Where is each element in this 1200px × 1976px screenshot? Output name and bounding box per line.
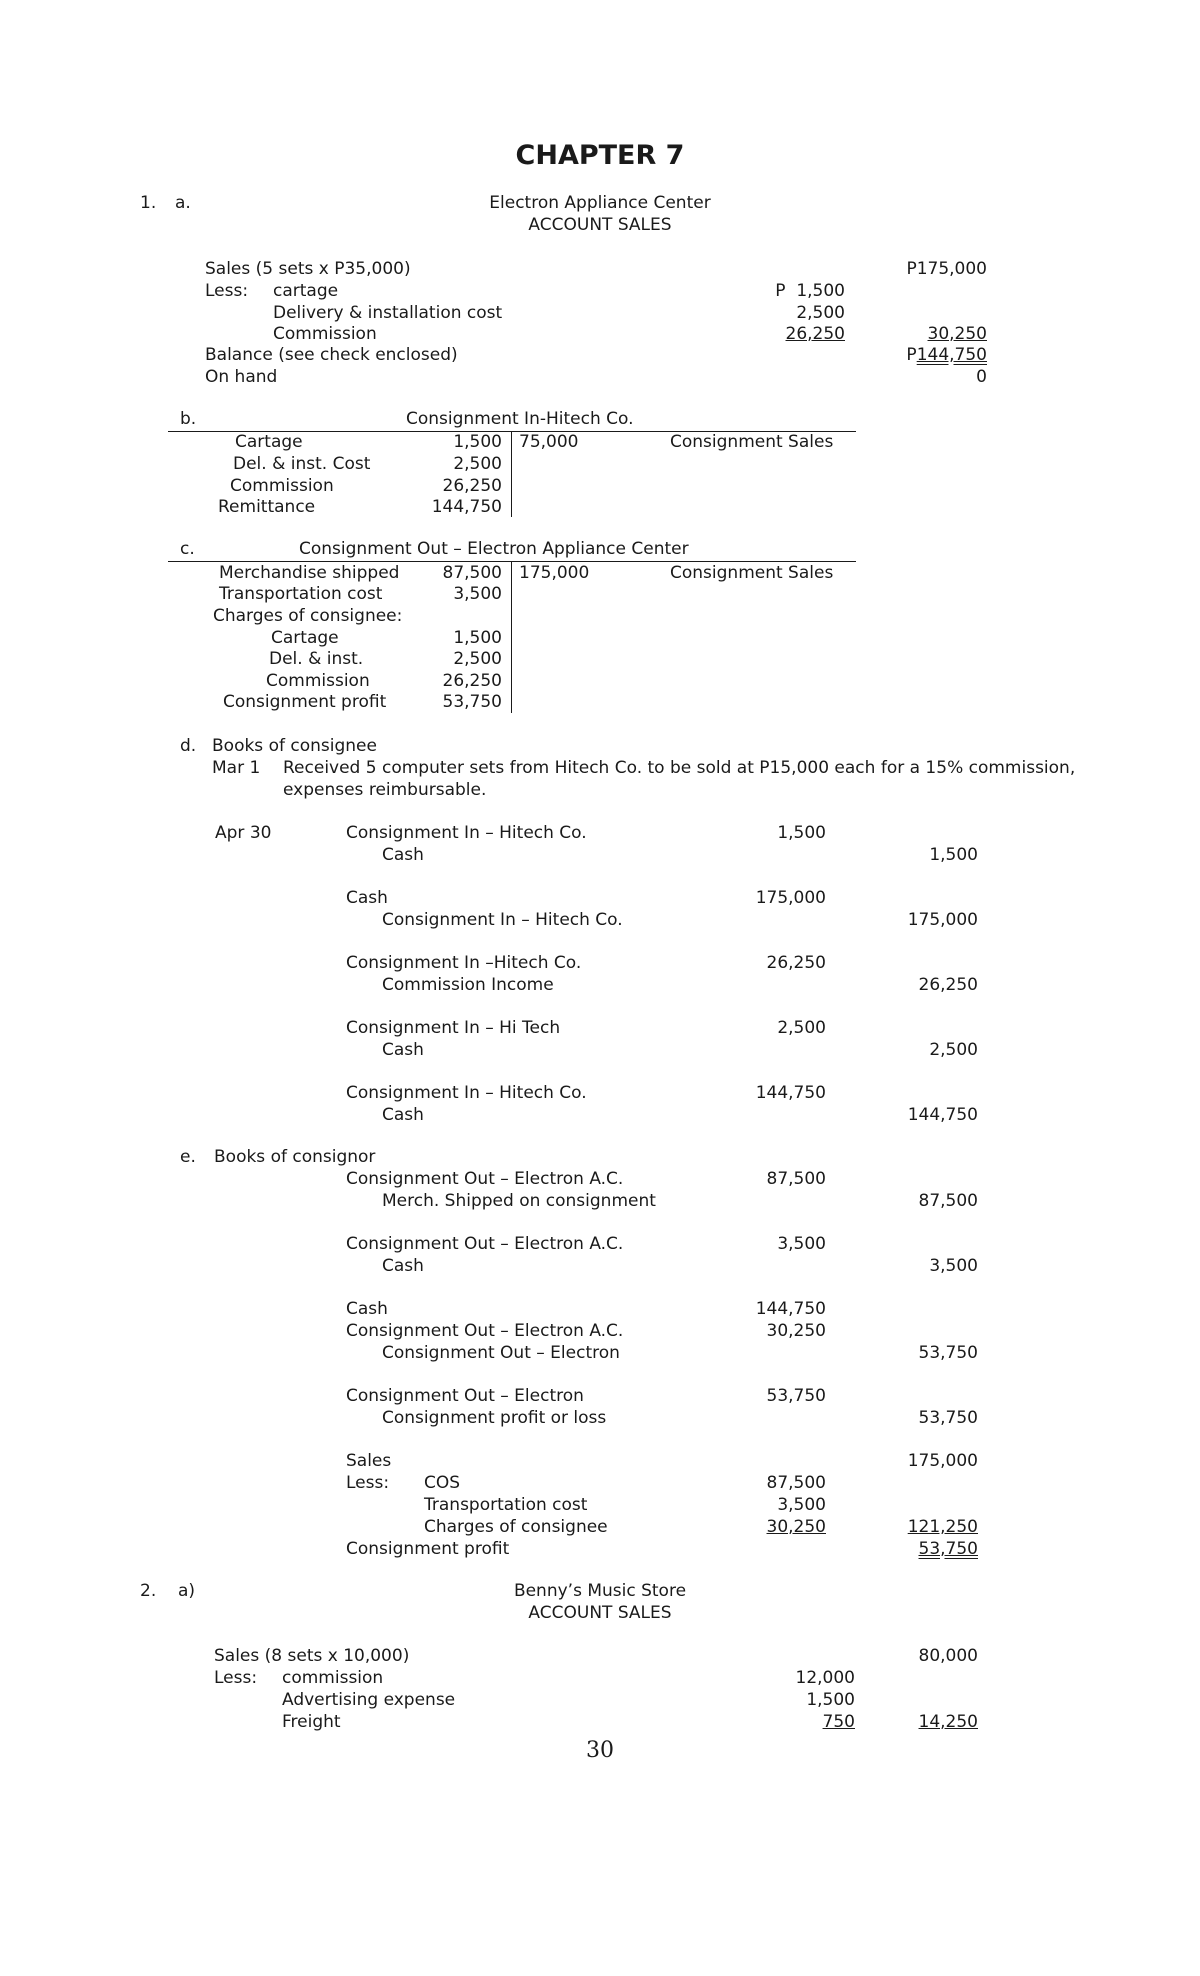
- journal-credit-amount: 53,750: [918, 1343, 978, 1363]
- journal-debit-account: Consignment Out – Electron A.C.: [346, 1234, 624, 1254]
- t-debit-label: Commission: [230, 476, 334, 496]
- t-debit-label: Del. & inst.: [269, 649, 364, 669]
- computation-less-label: Less:: [346, 1473, 390, 1493]
- journal-credit-account: Cash: [382, 1256, 424, 1276]
- freight-amount: 750: [822, 1712, 855, 1732]
- computation-sales-amount: 175,000: [907, 1451, 978, 1471]
- journal-debit-amount: 2,500: [777, 1018, 826, 1038]
- delivery-amount: 2,500: [796, 303, 845, 323]
- journal-debit-account: Consignment In –Hitech Co.: [346, 953, 582, 973]
- journal-credit-amount: 3,500: [929, 1256, 978, 1276]
- journal-date: Mar 1: [212, 758, 261, 778]
- advertising-amount: 1,500: [806, 1690, 855, 1710]
- commission-label: Commission: [273, 324, 377, 344]
- part-label-1a: a.: [175, 193, 191, 213]
- journal-debit-amount: 26,250: [766, 953, 826, 973]
- journal-debit-amount: 175,000: [755, 888, 826, 908]
- part-label-1c: c.: [180, 539, 195, 559]
- t-debit-label: Merchandise shipped: [219, 563, 400, 583]
- t-debit-amount: 53,750: [442, 692, 502, 712]
- t-debit-amount: 1,500: [453, 628, 502, 648]
- computation-profit-label: Consignment profit: [346, 1539, 510, 1559]
- t-debit-amount: 1,500: [453, 432, 502, 452]
- journal-credit-account: Merch. Shipped on consignment: [382, 1191, 656, 1211]
- journal-debit-account: Consignment Out – Electron A.C.: [346, 1321, 624, 1341]
- t-debit-amount: 26,250: [442, 671, 502, 691]
- journal-debit-account: Consignment In – Hitech Co.: [346, 1083, 587, 1103]
- journal-credit-amount: 2,500: [929, 1040, 978, 1060]
- journal-credit-amount: 144,750: [907, 1105, 978, 1125]
- journal-debit-amount: 87,500: [766, 1169, 826, 1189]
- journal-debit-amount: 144,750: [755, 1299, 826, 1319]
- computation-transport-label: Transportation cost: [424, 1495, 588, 1515]
- delivery-label: Delivery & installation cost: [273, 303, 503, 323]
- t-account-title: Consignment In-Hitech Co.: [406, 409, 634, 429]
- journal-debit-account: Consignment Out – Electron: [346, 1386, 584, 1406]
- sales-label: Sales (8 sets x 10,000): [214, 1646, 410, 1666]
- journal-credit-account: Consignment In – Hitech Co.: [382, 910, 623, 930]
- computation-cos-amount: 87,500: [766, 1473, 826, 1493]
- journal-credit-account: Commission Income: [382, 975, 554, 995]
- t-debit-amount: 26,250: [442, 476, 502, 496]
- computation-sales-label: Sales: [346, 1451, 392, 1471]
- advertising-label: Advertising expense: [282, 1690, 456, 1710]
- t-account-top-line: [168, 561, 856, 562]
- journal-narration: expenses reimbursable.: [283, 780, 487, 800]
- computation-charges-amount: 30,250: [766, 1517, 826, 1537]
- journal-debit-amount: 1,500: [777, 823, 826, 843]
- t-debit-label: Charges of consignee:: [213, 606, 403, 626]
- t-debit-label: Consignment profit: [223, 692, 387, 712]
- journal-debit-account: Consignment Out – Electron A.C.: [346, 1169, 624, 1189]
- balance-amount: P144,750: [906, 345, 987, 365]
- journal-credit-account: Cash: [382, 1040, 424, 1060]
- journal-credit-account: Cash: [382, 845, 424, 865]
- section-heading: Books of consignee: [212, 736, 377, 756]
- journal-date: Apr 30: [215, 823, 272, 843]
- company-name: Electron Appliance Center: [489, 193, 711, 213]
- t-debit-label: Del. & inst. Cost: [233, 454, 371, 474]
- t-account-divider: [511, 431, 512, 517]
- cartage-label: cartage: [273, 281, 339, 301]
- journal-debit-account: Cash: [346, 1299, 388, 1319]
- less-label: Less:: [205, 281, 249, 301]
- part-label-2a: a): [178, 1581, 196, 1601]
- t-credit-label: Consignment Sales: [670, 432, 834, 452]
- t-credit-label: Consignment Sales: [670, 563, 834, 583]
- section-heading: Books of consignor: [214, 1147, 376, 1167]
- t-debit-label: Remittance: [218, 497, 316, 517]
- t-debit-amount: 144,750: [431, 497, 502, 517]
- commission-amount: 12,000: [795, 1668, 855, 1688]
- journal-credit-amount: 53,750: [918, 1408, 978, 1428]
- journal-debit-amount: 144,750: [755, 1083, 826, 1103]
- t-debit-amount: 87,500: [442, 563, 502, 583]
- t-debit-label: Cartage: [271, 628, 339, 648]
- computation-cos-label: COS: [424, 1473, 461, 1493]
- journal-debit-account: Cash: [346, 888, 388, 908]
- problem-number-1: 1.: [140, 193, 157, 213]
- t-debit-label: Cartage: [235, 432, 303, 452]
- computation-transport-amount: 3,500: [777, 1495, 826, 1515]
- journal-debit-account: Consignment In – Hitech Co.: [346, 823, 587, 843]
- t-debit-amount: 2,500: [453, 454, 502, 474]
- freight-label: Freight: [282, 1712, 341, 1732]
- page-number: 30: [586, 1738, 614, 1763]
- t-debit-label: Transportation cost: [219, 584, 383, 604]
- statement-heading: ACCOUNT SALES: [528, 215, 672, 235]
- part-label-1d: d.: [180, 736, 197, 756]
- t-debit-label: Commission: [266, 671, 370, 691]
- balance-label: Balance (see check enclosed): [205, 345, 458, 365]
- computation-profit-amount: 53,750: [918, 1539, 978, 1559]
- onhand-amount: 0: [976, 367, 987, 387]
- journal-debit-amount: 30,250: [766, 1321, 826, 1341]
- onhand-label: On hand: [205, 367, 278, 387]
- t-credit-amount: 175,000: [519, 563, 590, 583]
- part-label-1e: e.: [180, 1147, 196, 1167]
- t-account-divider: [511, 561, 512, 713]
- t-debit-amount: 2,500: [453, 649, 502, 669]
- t-account-title: Consignment Out – Electron Appliance Center: [299, 539, 689, 559]
- journal-credit-account: Consignment Out – Electron: [382, 1343, 620, 1363]
- statement-heading: ACCOUNT SALES: [528, 1603, 672, 1623]
- computation-charges-label: Charges of consignee: [424, 1517, 608, 1537]
- company-name: Benny’s Music Store: [513, 1581, 687, 1601]
- sales-amount: 80,000: [918, 1646, 978, 1666]
- chapter-title: CHAPTER 7: [515, 140, 685, 171]
- journal-credit-amount: 87,500: [918, 1191, 978, 1211]
- journal-credit-account: Consignment profit or loss: [382, 1408, 607, 1428]
- commission-label: commission: [282, 1668, 384, 1688]
- commission-amount: 26,250: [785, 324, 845, 344]
- journal-credit-amount: 1,500: [929, 845, 978, 865]
- journal-credit-amount: 175,000: [907, 910, 978, 930]
- less-label: Less:: [214, 1668, 258, 1688]
- cartage-amount: P 1,500: [775, 281, 845, 301]
- problem-number-2: 2.: [140, 1581, 157, 1601]
- t-debit-amount: 3,500: [453, 584, 502, 604]
- computation-total-less: 121,250: [907, 1517, 978, 1537]
- sales-label: Sales (5 sets x P35,000): [205, 259, 411, 279]
- journal-credit-amount: 26,250: [918, 975, 978, 995]
- journal-debit-amount: 53,750: [766, 1386, 826, 1406]
- sales-amount: P175,000: [906, 259, 987, 279]
- journal-credit-account: Cash: [382, 1105, 424, 1125]
- journal-debit-amount: 3,500: [777, 1234, 826, 1254]
- part-label-1b: b.: [180, 409, 197, 429]
- journal-narration: Received 5 computer sets from Hitech Co. to be sold at P15,000 each for a 15% commission,: [283, 758, 1076, 778]
- journal-debit-account: Consignment In – Hi Tech: [346, 1018, 561, 1038]
- total-less-amount: 14,250: [918, 1712, 978, 1732]
- total-less-amount: 30,250: [927, 324, 987, 344]
- t-credit-amount: 75,000: [519, 432, 579, 452]
